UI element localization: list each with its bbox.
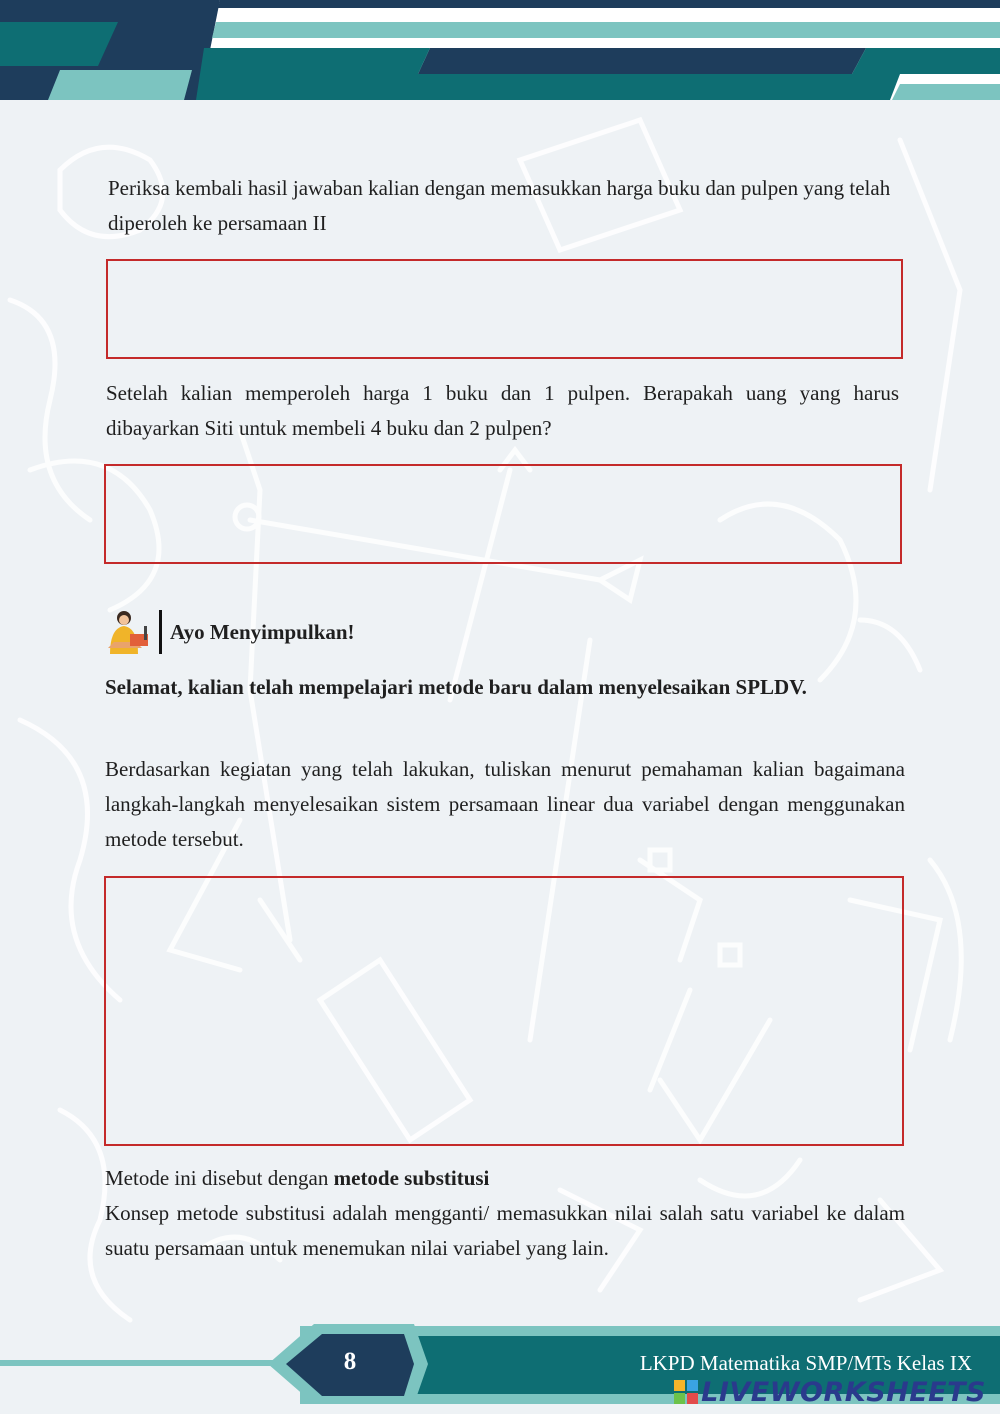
concept-text: Konsep metode substitusi adalah mengganti/ memasukkan nilai salah satu variabel ke dalam suatu persamaan untuk menemukan nilai variabel yang lain. [105, 1201, 905, 1260]
liveworksheets-watermark[interactable] [673, 1376, 986, 1408]
watermark-text: LIVEWORKSHEETS [701, 1376, 986, 1408]
section-heading [104, 608, 504, 656]
total-cost-answer-box[interactable] [104, 464, 902, 564]
total-cost-question-text: Setelah kalian memperoleh harga 1 buku dan 1 pulpen. Berapakah uang yang harus dibayarkan Siti untuk membeli 4 buku dan 2 pulpen? [106, 381, 899, 440]
conclusion-answer-input[interactable] [106, 878, 902, 1144]
check-instruction-text: Periksa kembali hasil jawaban kalian dengan memasukkan harga buku dan pulpen yang telah diperoleh ke persamaan II [108, 176, 891, 235]
heading-divider [159, 610, 162, 654]
method-name-line [105, 1161, 905, 1196]
section-title: Ayo Menyimpulkan! [170, 620, 355, 644]
footer-title: LKPD Matematika SMP/MTs Kelas IX [639, 1351, 972, 1375]
method-name-text: metode substitusi [333, 1166, 490, 1190]
liveworksheets-logo-icon [673, 1379, 699, 1405]
total-cost-answer-input[interactable] [106, 466, 900, 562]
student-writing-icon [104, 608, 152, 656]
conclusion-answer-box[interactable] [104, 876, 904, 1146]
check-answer-input[interactable] [108, 261, 901, 357]
conclusion-prompt-text: Berdasarkan kegiatan yang telah lakukan, tuliskan menurut pemahaman kalian bagaimana langkah-langkah menyelesaikan sistem persamaan linear dua variabel dengan menggunakan metode tersebut. [105, 757, 905, 851]
congrats-text: Selamat, kalian telah mempelajari metode baru dalam menyelesaikan SPLDV. [105, 675, 807, 699]
page-number: 8 [343, 1348, 357, 1375]
header-banner [0, 0, 1000, 110]
check-answer-box[interactable] [106, 259, 903, 359]
method-intro-text: Metode ini disebut dengan [105, 1166, 334, 1190]
